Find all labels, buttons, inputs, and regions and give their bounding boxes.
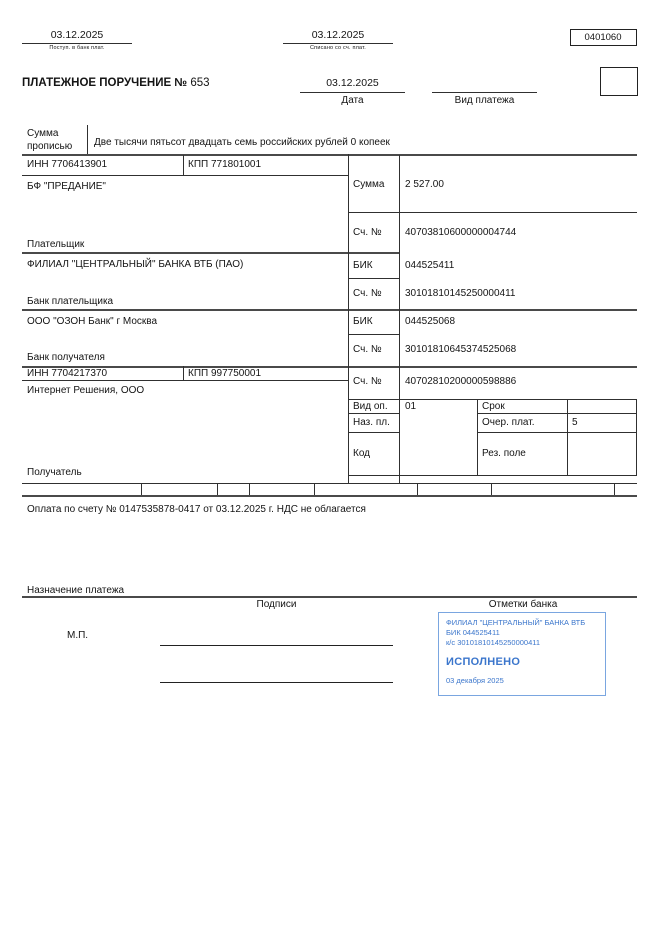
payer-bank-label: Банк плательщика xyxy=(27,296,114,307)
payee-inn: ИНН 7704217370 xyxy=(27,368,108,379)
received-in-bank-date: 03.12.2025 xyxy=(50,29,104,41)
document-number: 653 xyxy=(190,77,210,89)
form-code-box xyxy=(570,29,637,46)
purpose-label: Назначение платежа xyxy=(27,585,125,596)
grid-line xyxy=(399,155,400,484)
stamp-date: 03 декабря 2025 xyxy=(446,676,504,685)
grid-line xyxy=(348,212,637,213)
payer-name: БФ "ПРЕДАНИЕ" xyxy=(27,181,106,192)
payee-bank-label: Банк получателя xyxy=(27,352,105,363)
stamp-bank-name: ФИЛИАЛ "ЦЕНТРАЛЬНЫЙ" БАНКА ВТБ xyxy=(446,618,586,627)
grid-line xyxy=(417,483,418,495)
grid-line xyxy=(183,155,184,176)
payer-bank-account: 30101810145250000411 xyxy=(405,288,516,299)
amount-in-words: Две тысячи пятьсот двадцать семь российских рублей 0 копеек xyxy=(94,137,390,148)
grid-line xyxy=(22,175,348,176)
grid-line xyxy=(22,380,348,381)
document-date: 03.12.2025 xyxy=(326,77,379,89)
grid-line xyxy=(348,399,637,400)
payee-name: Интернет Решения, ООО xyxy=(27,385,145,396)
grid-line xyxy=(22,154,637,156)
grid-line xyxy=(217,483,218,495)
stamp-bik: БИК 044525411 xyxy=(446,628,500,637)
debited-from-account-label: Списано со сч. плат. xyxy=(309,45,367,51)
stamp-place-label: М.П. xyxy=(67,630,89,641)
grid-line xyxy=(477,413,637,414)
grid-line xyxy=(348,334,399,335)
payer-account-label: Сч. № xyxy=(353,227,382,238)
amount-label: Сумма xyxy=(353,179,385,190)
payer-bank-bik: 044525411 xyxy=(405,260,455,271)
divider xyxy=(87,125,88,155)
term-label: Срок xyxy=(482,401,505,412)
grid-line xyxy=(22,596,637,598)
debited-from-account-date: 03.12.2025 xyxy=(311,29,365,41)
grid-line xyxy=(314,483,315,495)
amount-words-label: Сумма прописью xyxy=(27,128,73,152)
grid-line xyxy=(22,495,637,497)
priority-value: 5 xyxy=(572,417,578,428)
payee-bank-account-label: Сч. № xyxy=(353,344,382,355)
divider xyxy=(22,43,132,44)
payer-label: Плательщик xyxy=(27,239,85,250)
code-label: Код xyxy=(353,448,371,459)
reserve-field-label: Рез. поле xyxy=(482,448,526,459)
grid-line xyxy=(348,432,399,433)
payer-inn: ИНН 7706413901 xyxy=(27,159,108,170)
bank-execution-stamp xyxy=(438,612,606,696)
signature-line xyxy=(160,645,393,646)
divider xyxy=(283,43,393,44)
divider xyxy=(300,92,405,93)
grid-line xyxy=(22,309,637,311)
payee-bank-bik-label: БИК xyxy=(353,316,373,327)
stamp-corr-account: к/с 30101810145250000411 xyxy=(446,638,541,647)
op-type-value: 01 xyxy=(405,401,417,412)
payee-bank-name: ООО "ОЗОН Банк" г Москва xyxy=(27,316,158,327)
payee-account-label: Сч. № xyxy=(353,376,382,387)
signatures-label: Подписи xyxy=(256,599,297,610)
purpose-text: Оплата по счету № 0147535878-0417 от 03.12.2025 г. НДС не облагается xyxy=(27,504,366,515)
bank-marks-label: Отметки банка xyxy=(488,599,558,610)
grid-line xyxy=(614,483,615,495)
payee-bank-account: 30101810645374525068 xyxy=(405,344,517,355)
grid-line xyxy=(348,475,637,476)
payee-bank-bik: 044525068 xyxy=(405,316,456,327)
document-title-text: ПЛАТЕЖНОЕ ПОРУЧЕНИЕ № xyxy=(22,77,188,89)
grid-line xyxy=(22,252,399,254)
payment-kind-box xyxy=(600,67,638,96)
document-title xyxy=(22,77,210,89)
grid-line xyxy=(249,483,250,495)
grid-line xyxy=(636,399,637,476)
payer-account: 40703810600000004744 xyxy=(405,227,517,238)
grid-line xyxy=(477,432,637,433)
payee-kpp: КПП 997750001 xyxy=(188,368,262,379)
payment-type-label: Вид платежа xyxy=(454,95,515,106)
payee-label: Получатель xyxy=(27,467,82,478)
amount-value: 2 527.00 xyxy=(405,179,444,190)
payee-account: 40702810200000598886 xyxy=(405,376,517,387)
payer-bank-bik-label: БИК xyxy=(353,260,373,271)
priority-label: Очер. плат. xyxy=(482,417,535,428)
grid-line xyxy=(22,366,637,368)
grid-line xyxy=(477,399,478,476)
grid-line xyxy=(22,483,637,484)
signature-line xyxy=(160,682,393,683)
divider xyxy=(432,92,537,93)
grid-line xyxy=(348,154,349,484)
received-in-bank-label: Поступ. в банк плат. xyxy=(49,45,105,51)
grid-line xyxy=(348,413,399,414)
op-type-label: Вид оп. xyxy=(353,401,388,412)
stamp-status: ИСПОЛНЕНО xyxy=(446,656,521,668)
grid-line xyxy=(491,483,492,495)
date-label: Дата xyxy=(341,95,364,106)
grid-line xyxy=(567,399,568,476)
form-code: 0401060 xyxy=(584,32,622,43)
payer-bank-account-label: Сч. № xyxy=(353,288,382,299)
grid-line xyxy=(141,483,142,495)
purpose-code-label: Наз. пл. xyxy=(353,417,390,428)
grid-line xyxy=(183,366,184,381)
payer-kpp: КПП 771801001 xyxy=(188,159,262,170)
grid-line xyxy=(348,278,399,279)
payer-bank-name: ФИЛИАЛ "ЦЕНТРАЛЬНЫЙ" БАНКА ВТБ (ПАО) xyxy=(27,259,244,270)
